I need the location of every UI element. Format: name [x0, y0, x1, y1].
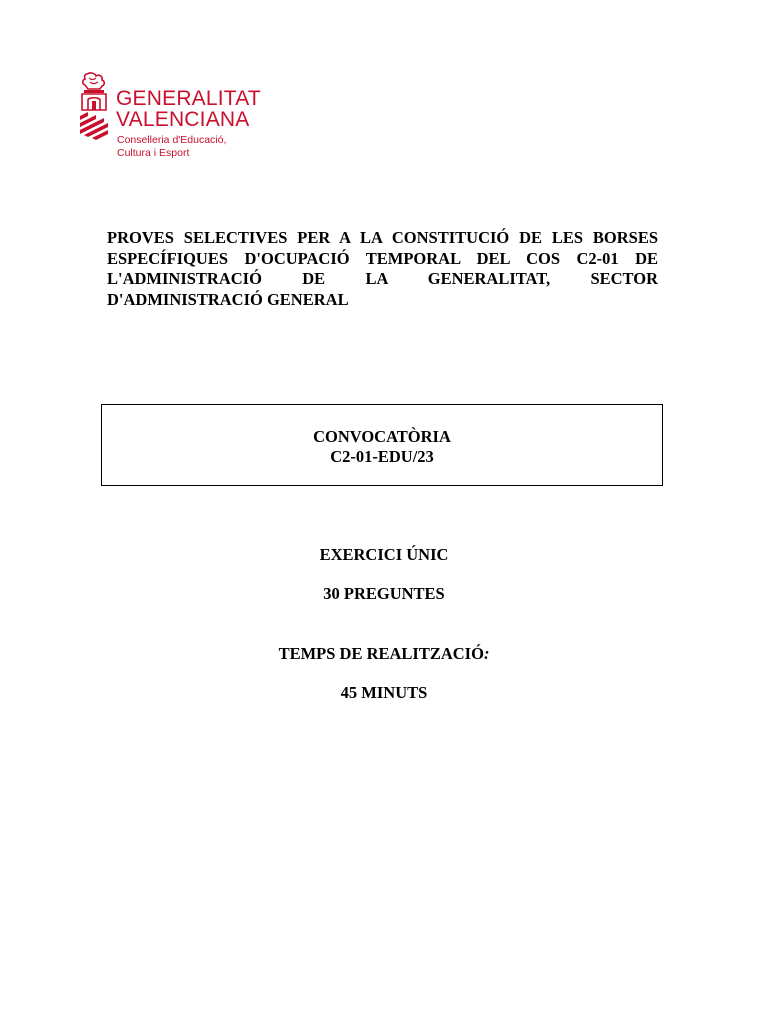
call-label: CONVOCATÒRIA — [313, 427, 451, 446]
time-label — [0, 644, 768, 664]
exercise-label: EXERCICI ÚNIC — [319, 545, 449, 564]
logo-title-line2: VALENCIANA — [116, 108, 250, 131]
exam-heading: PROVES SELECTIVES PER A LA CONSTITUCIÓ DE LES BORSES ESPECÍFIQUES D'OCUPACIÓ TEMPORAL DEL COS C2-01 DE L'ADMINISTRACIÓ DE LA GENERALITAT, SECTOR D'ADMINISTRACIÓ GENERAL — [107, 228, 658, 309]
call-box — [101, 404, 663, 486]
call-code: C2-01-EDU/23 — [330, 447, 434, 466]
logo-title-line1: GENERALITAT — [116, 87, 261, 110]
generalitat-logo — [78, 72, 268, 172]
logo-department-line1: Conselleria d'Educació, — [117, 134, 227, 146]
logo-department-line2: Cultura i Esport — [117, 147, 190, 159]
generalitat-coat-of-arms-icon — [78, 72, 110, 144]
questions-count: 30 PREGUNTES — [323, 584, 445, 603]
time-label-text: TEMPS DE REALITZACIÓ — [278, 644, 484, 663]
time-label-colon: : — [483, 644, 490, 663]
time-value: 45 MINUTS — [340, 683, 428, 702]
